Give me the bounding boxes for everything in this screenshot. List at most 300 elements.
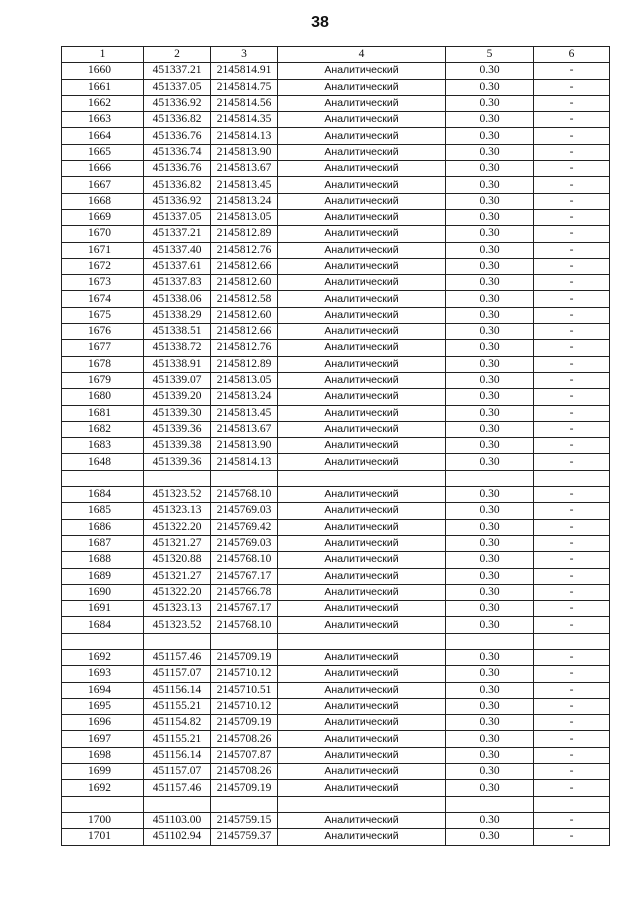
accuracy-cell: 0.30 — [446, 389, 534, 405]
table-row — [62, 715, 610, 731]
table-row — [62, 79, 610, 95]
y-coordinate-cell: 2145813.05 — [211, 209, 278, 225]
note-cell: - — [534, 731, 610, 747]
note-cell: - — [534, 291, 610, 307]
method-cell: Аналитический — [278, 454, 446, 470]
y-coordinate-cell — [211, 633, 278, 649]
note-cell: - — [534, 324, 610, 340]
table-header-cell: 4 — [278, 47, 446, 63]
method-cell: Аналитический — [278, 128, 446, 144]
x-coordinate-cell: 451157.07 — [144, 764, 211, 780]
y-coordinate-cell: 2145769.42 — [211, 519, 278, 535]
method-cell: Аналитический — [278, 258, 446, 274]
note-cell: - — [534, 112, 610, 128]
table-row — [62, 63, 610, 79]
table-row — [62, 601, 610, 617]
note-cell: - — [534, 535, 610, 551]
note-cell: - — [534, 193, 610, 209]
note-cell: - — [534, 812, 610, 828]
point-number-cell: 1681 — [62, 405, 144, 421]
x-coordinate-cell: 451338.91 — [144, 356, 211, 372]
point-number-cell: 1661 — [62, 79, 144, 95]
method-cell: Аналитический — [278, 421, 446, 437]
point-number-cell: 1701 — [62, 829, 144, 845]
method-cell: Аналитический — [278, 79, 446, 95]
y-coordinate-cell: 2145708.26 — [211, 764, 278, 780]
accuracy-cell: 0.30 — [446, 372, 534, 388]
y-coordinate-cell: 2145769.03 — [211, 503, 278, 519]
x-coordinate-cell: 451157.46 — [144, 649, 211, 665]
method-cell: Аналитический — [278, 144, 446, 160]
table-spacer-row — [62, 470, 610, 486]
accuracy-cell: 0.30 — [446, 682, 534, 698]
accuracy-cell: 0.30 — [446, 715, 534, 731]
method-cell: Аналитический — [278, 682, 446, 698]
accuracy-cell: 0.30 — [446, 568, 534, 584]
method-cell: Аналитический — [278, 649, 446, 665]
y-coordinate-cell: 2145759.37 — [211, 829, 278, 845]
point-number-cell: 1673 — [62, 275, 144, 291]
x-coordinate-cell: 451155.21 — [144, 731, 211, 747]
method-cell: Аналитический — [278, 812, 446, 828]
y-coordinate-cell: 2145813.45 — [211, 405, 278, 421]
note-cell: - — [534, 601, 610, 617]
point-number-cell: 1674 — [62, 291, 144, 307]
y-coordinate-cell: 2145812.89 — [211, 356, 278, 372]
table-row — [62, 731, 610, 747]
x-coordinate-cell: 451338.72 — [144, 340, 211, 356]
note-cell: - — [534, 454, 610, 470]
accuracy-cell: 0.30 — [446, 649, 534, 665]
table-row — [62, 291, 610, 307]
note-cell: - — [534, 79, 610, 95]
x-coordinate-cell: 451338.51 — [144, 324, 211, 340]
note-cell: - — [534, 682, 610, 698]
method-cell: Аналитический — [278, 340, 446, 356]
note-cell: - — [534, 487, 610, 503]
method-cell: Аналитический — [278, 356, 446, 372]
table-body — [62, 63, 610, 845]
y-coordinate-cell: 2145759.15 — [211, 812, 278, 828]
method-cell: Аналитический — [278, 568, 446, 584]
table-row — [62, 617, 610, 633]
accuracy-cell: 0.30 — [446, 503, 534, 519]
note-cell: - — [534, 780, 610, 796]
x-coordinate-cell: 451337.21 — [144, 63, 211, 79]
point-number-cell: 1699 — [62, 764, 144, 780]
point-number-cell: 1685 — [62, 503, 144, 519]
accuracy-cell: 0.30 — [446, 438, 534, 454]
note-cell: - — [534, 258, 610, 274]
y-coordinate-cell: 2145812.89 — [211, 226, 278, 242]
y-coordinate-cell: 2145766.78 — [211, 584, 278, 600]
point-number-cell: 1686 — [62, 519, 144, 535]
x-coordinate-cell: 451321.27 — [144, 535, 211, 551]
accuracy-cell: 0.30 — [446, 144, 534, 160]
table-header-row — [62, 47, 610, 63]
method-cell: Аналитический — [278, 584, 446, 600]
x-coordinate-cell: 451336.74 — [144, 144, 211, 160]
point-number-cell: 1671 — [62, 242, 144, 258]
note-cell: - — [534, 372, 610, 388]
table-row — [62, 519, 610, 535]
accuracy-cell — [446, 633, 534, 649]
table-row — [62, 144, 610, 160]
table-row — [62, 356, 610, 372]
table-row — [62, 666, 610, 682]
point-number-cell: 1697 — [62, 731, 144, 747]
point-number-cell: 1648 — [62, 454, 144, 470]
accuracy-cell: 0.30 — [446, 617, 534, 633]
accuracy-cell: 0.30 — [446, 242, 534, 258]
point-number-cell — [62, 633, 144, 649]
method-cell: Аналитический — [278, 698, 446, 714]
point-number-cell — [62, 796, 144, 812]
table-row — [62, 454, 610, 470]
y-coordinate-cell: 2145707.87 — [211, 747, 278, 763]
note-cell: - — [534, 389, 610, 405]
table-header-cell: 6 — [534, 47, 610, 63]
point-number-cell: 1680 — [62, 389, 144, 405]
y-coordinate-cell: 2145813.90 — [211, 438, 278, 454]
y-coordinate-cell: 2145769.03 — [211, 535, 278, 551]
note-cell: - — [534, 568, 610, 584]
accuracy-cell: 0.30 — [446, 552, 534, 568]
method-cell: Аналитический — [278, 275, 446, 291]
y-coordinate-cell: 2145708.26 — [211, 731, 278, 747]
method-cell: Аналитический — [278, 324, 446, 340]
x-coordinate-cell: 451157.07 — [144, 666, 211, 682]
method-cell: Аналитический — [278, 535, 446, 551]
table-row — [62, 307, 610, 323]
note-cell: - — [534, 584, 610, 600]
accuracy-cell: 0.30 — [446, 454, 534, 470]
table-row — [62, 405, 610, 421]
y-coordinate-cell: 2145812.58 — [211, 291, 278, 307]
x-coordinate-cell — [144, 633, 211, 649]
table-row — [62, 258, 610, 274]
table-spacer-row — [62, 796, 610, 812]
table-row — [62, 649, 610, 665]
accuracy-cell: 0.30 — [446, 63, 534, 79]
accuracy-cell: 0.30 — [446, 812, 534, 828]
accuracy-cell: 0.30 — [446, 177, 534, 193]
accuracy-cell: 0.30 — [446, 258, 534, 274]
accuracy-cell: 0.30 — [446, 95, 534, 111]
y-coordinate-cell: 2145813.24 — [211, 193, 278, 209]
point-number-cell: 1688 — [62, 552, 144, 568]
table-row — [62, 421, 610, 437]
table-row — [62, 682, 610, 698]
method-cell: Аналитический — [278, 503, 446, 519]
x-coordinate-cell: 451339.36 — [144, 421, 211, 437]
method-cell: Аналитический — [278, 438, 446, 454]
y-coordinate-cell — [211, 470, 278, 486]
note-cell: - — [534, 405, 610, 421]
table-row — [62, 193, 610, 209]
method-cell: Аналитический — [278, 519, 446, 535]
x-coordinate-cell: 451337.05 — [144, 209, 211, 225]
x-coordinate-cell: 451337.21 — [144, 226, 211, 242]
x-coordinate-cell: 451336.92 — [144, 193, 211, 209]
y-coordinate-cell: 2145709.19 — [211, 715, 278, 731]
point-number-cell: 1675 — [62, 307, 144, 323]
y-coordinate-cell: 2145812.60 — [211, 307, 278, 323]
table-row — [62, 242, 610, 258]
x-coordinate-cell: 451323.52 — [144, 487, 211, 503]
x-coordinate-cell: 451336.92 — [144, 95, 211, 111]
table-row — [62, 780, 610, 796]
accuracy-cell: 0.30 — [446, 601, 534, 617]
x-coordinate-cell: 451157.46 — [144, 780, 211, 796]
x-coordinate-cell: 451337.40 — [144, 242, 211, 258]
note-cell: - — [534, 242, 610, 258]
point-number-cell: 1670 — [62, 226, 144, 242]
note-cell: - — [534, 209, 610, 225]
point-number-cell: 1667 — [62, 177, 144, 193]
y-coordinate-cell: 2145814.13 — [211, 128, 278, 144]
x-coordinate-cell: 451156.14 — [144, 747, 211, 763]
note-cell: - — [534, 519, 610, 535]
y-coordinate-cell: 2145813.45 — [211, 177, 278, 193]
y-coordinate-cell: 2145710.12 — [211, 698, 278, 714]
accuracy-cell: 0.30 — [446, 519, 534, 535]
point-number-cell: 1691 — [62, 601, 144, 617]
y-coordinate-cell: 2145709.19 — [211, 649, 278, 665]
accuracy-cell: 0.30 — [446, 764, 534, 780]
table-row — [62, 568, 610, 584]
point-number-cell: 1668 — [62, 193, 144, 209]
accuracy-cell — [446, 470, 534, 486]
point-number-cell: 1694 — [62, 682, 144, 698]
y-coordinate-cell: 2145710.51 — [211, 682, 278, 698]
table-row — [62, 161, 610, 177]
table-row — [62, 698, 610, 714]
x-coordinate-cell: 451321.27 — [144, 568, 211, 584]
table-row — [62, 552, 610, 568]
table-row — [62, 95, 610, 111]
x-coordinate-cell: 451337.61 — [144, 258, 211, 274]
method-cell: Аналитический — [278, 209, 446, 225]
x-coordinate-cell: 451339.30 — [144, 405, 211, 421]
accuracy-cell: 0.30 — [446, 128, 534, 144]
table-row — [62, 812, 610, 828]
method-cell: Аналитический — [278, 780, 446, 796]
point-number-cell: 1665 — [62, 144, 144, 160]
x-coordinate-cell: 451103.00 — [144, 812, 211, 828]
y-coordinate-cell: 2145814.56 — [211, 95, 278, 111]
x-coordinate-cell: 451156.14 — [144, 682, 211, 698]
accuracy-cell: 0.30 — [446, 161, 534, 177]
y-coordinate-cell: 2145768.10 — [211, 487, 278, 503]
method-cell: Аналитический — [278, 307, 446, 323]
accuracy-cell: 0.30 — [446, 307, 534, 323]
accuracy-cell: 0.30 — [446, 698, 534, 714]
x-coordinate-cell: 451323.52 — [144, 617, 211, 633]
point-number-cell: 1700 — [62, 812, 144, 828]
y-coordinate-cell: 2145812.76 — [211, 242, 278, 258]
note-cell: - — [534, 438, 610, 454]
table-row — [62, 226, 610, 242]
note-cell: - — [534, 226, 610, 242]
method-cell: Аналитический — [278, 405, 446, 421]
point-number-cell: 1696 — [62, 715, 144, 731]
method-cell — [278, 470, 446, 486]
method-cell: Аналитический — [278, 177, 446, 193]
point-number-cell: 1679 — [62, 372, 144, 388]
table-row — [62, 128, 610, 144]
point-number-cell: 1690 — [62, 584, 144, 600]
note-cell: - — [534, 421, 610, 437]
note-cell — [534, 633, 610, 649]
table-header-cell: 1 — [62, 47, 144, 63]
table-row — [62, 340, 610, 356]
point-number-cell: 1693 — [62, 666, 144, 682]
method-cell: Аналитический — [278, 291, 446, 307]
accuracy-cell: 0.30 — [446, 829, 534, 845]
method-cell: Аналитический — [278, 226, 446, 242]
accuracy-cell: 0.30 — [446, 340, 534, 356]
table-header-cell: 5 — [446, 47, 534, 63]
accuracy-cell: 0.30 — [446, 535, 534, 551]
x-coordinate-cell: 451336.82 — [144, 177, 211, 193]
method-cell: Аналитический — [278, 242, 446, 258]
x-coordinate-cell — [144, 796, 211, 812]
note-cell: - — [534, 63, 610, 79]
method-cell: Аналитический — [278, 95, 446, 111]
accuracy-cell: 0.30 — [446, 747, 534, 763]
y-coordinate-cell: 2145767.17 — [211, 601, 278, 617]
x-coordinate-cell: 451338.29 — [144, 307, 211, 323]
accuracy-cell: 0.30 — [446, 666, 534, 682]
table-header-cell: 3 — [211, 47, 278, 63]
method-cell: Аналитический — [278, 747, 446, 763]
point-number-cell: 1689 — [62, 568, 144, 584]
x-coordinate-cell: 451155.21 — [144, 698, 211, 714]
point-number-cell: 1683 — [62, 438, 144, 454]
note-cell: - — [534, 764, 610, 780]
y-coordinate-cell: 2145814.35 — [211, 112, 278, 128]
x-coordinate-cell: 451154.82 — [144, 715, 211, 731]
table-row — [62, 438, 610, 454]
method-cell: Аналитический — [278, 617, 446, 633]
coordinates-table — [61, 46, 610, 846]
point-number-cell: 1669 — [62, 209, 144, 225]
accuracy-cell: 0.30 — [446, 324, 534, 340]
method-cell: Аналитический — [278, 389, 446, 405]
x-coordinate-cell: 451339.38 — [144, 438, 211, 454]
y-coordinate-cell: 2145813.90 — [211, 144, 278, 160]
x-coordinate-cell: 451337.83 — [144, 275, 211, 291]
y-coordinate-cell: 2145768.10 — [211, 617, 278, 633]
method-cell — [278, 796, 446, 812]
y-coordinate-cell: 2145813.05 — [211, 372, 278, 388]
method-cell: Аналитический — [278, 161, 446, 177]
x-coordinate-cell — [144, 470, 211, 486]
x-coordinate-cell: 451323.13 — [144, 601, 211, 617]
x-coordinate-cell: 451339.36 — [144, 454, 211, 470]
x-coordinate-cell: 451323.13 — [144, 503, 211, 519]
table-row — [62, 372, 610, 388]
method-cell: Аналитический — [278, 193, 446, 209]
accuracy-cell: 0.30 — [446, 487, 534, 503]
table-header-cell: 2 — [144, 47, 211, 63]
note-cell: - — [534, 161, 610, 177]
x-coordinate-cell: 451102.94 — [144, 829, 211, 845]
point-number-cell: 1663 — [62, 112, 144, 128]
note-cell: - — [534, 698, 610, 714]
accuracy-cell: 0.30 — [446, 584, 534, 600]
x-coordinate-cell: 451336.76 — [144, 161, 211, 177]
point-number-cell: 1695 — [62, 698, 144, 714]
point-number-cell: 1684 — [62, 487, 144, 503]
note-cell: - — [534, 829, 610, 845]
x-coordinate-cell: 451336.82 — [144, 112, 211, 128]
method-cell: Аналитический — [278, 487, 446, 503]
note-cell: - — [534, 617, 610, 633]
note-cell: - — [534, 552, 610, 568]
note-cell: - — [534, 275, 610, 291]
note-cell: - — [534, 649, 610, 665]
note-cell — [534, 796, 610, 812]
y-coordinate-cell: 2145813.67 — [211, 161, 278, 177]
note-cell: - — [534, 715, 610, 731]
table-row — [62, 829, 610, 845]
point-number-cell: 1677 — [62, 340, 144, 356]
accuracy-cell: 0.30 — [446, 780, 534, 796]
method-cell: Аналитический — [278, 63, 446, 79]
point-number-cell: 1692 — [62, 780, 144, 796]
x-coordinate-cell: 451336.76 — [144, 128, 211, 144]
y-coordinate-cell: 2145709.19 — [211, 780, 278, 796]
page-number: 38 — [311, 14, 329, 31]
table-row — [62, 503, 610, 519]
table-row — [62, 177, 610, 193]
point-number-cell: 1662 — [62, 95, 144, 111]
method-cell: Аналитический — [278, 112, 446, 128]
note-cell — [534, 470, 610, 486]
point-number-cell: 1678 — [62, 356, 144, 372]
note-cell: - — [534, 340, 610, 356]
accuracy-cell: 0.30 — [446, 356, 534, 372]
method-cell: Аналитический — [278, 731, 446, 747]
point-number-cell: 1698 — [62, 747, 144, 763]
x-coordinate-cell: 451322.20 — [144, 584, 211, 600]
accuracy-cell: 0.30 — [446, 421, 534, 437]
x-coordinate-cell: 451337.05 — [144, 79, 211, 95]
accuracy-cell: 0.30 — [446, 275, 534, 291]
method-cell: Аналитический — [278, 552, 446, 568]
note-cell: - — [534, 95, 610, 111]
x-coordinate-cell: 451320.88 — [144, 552, 211, 568]
note-cell: - — [534, 503, 610, 519]
y-coordinate-cell: 2145812.66 — [211, 324, 278, 340]
y-coordinate-cell: 2145768.10 — [211, 552, 278, 568]
point-number-cell: 1660 — [62, 63, 144, 79]
table-row — [62, 764, 610, 780]
point-number-cell: 1687 — [62, 535, 144, 551]
accuracy-cell: 0.30 — [446, 79, 534, 95]
point-number-cell: 1676 — [62, 324, 144, 340]
point-number-cell: 1666 — [62, 161, 144, 177]
table-row — [62, 275, 610, 291]
point-number-cell: 1672 — [62, 258, 144, 274]
note-cell: - — [534, 177, 610, 193]
point-number-cell: 1664 — [62, 128, 144, 144]
table-row — [62, 324, 610, 340]
accuracy-cell: 0.30 — [446, 193, 534, 209]
table-row — [62, 389, 610, 405]
